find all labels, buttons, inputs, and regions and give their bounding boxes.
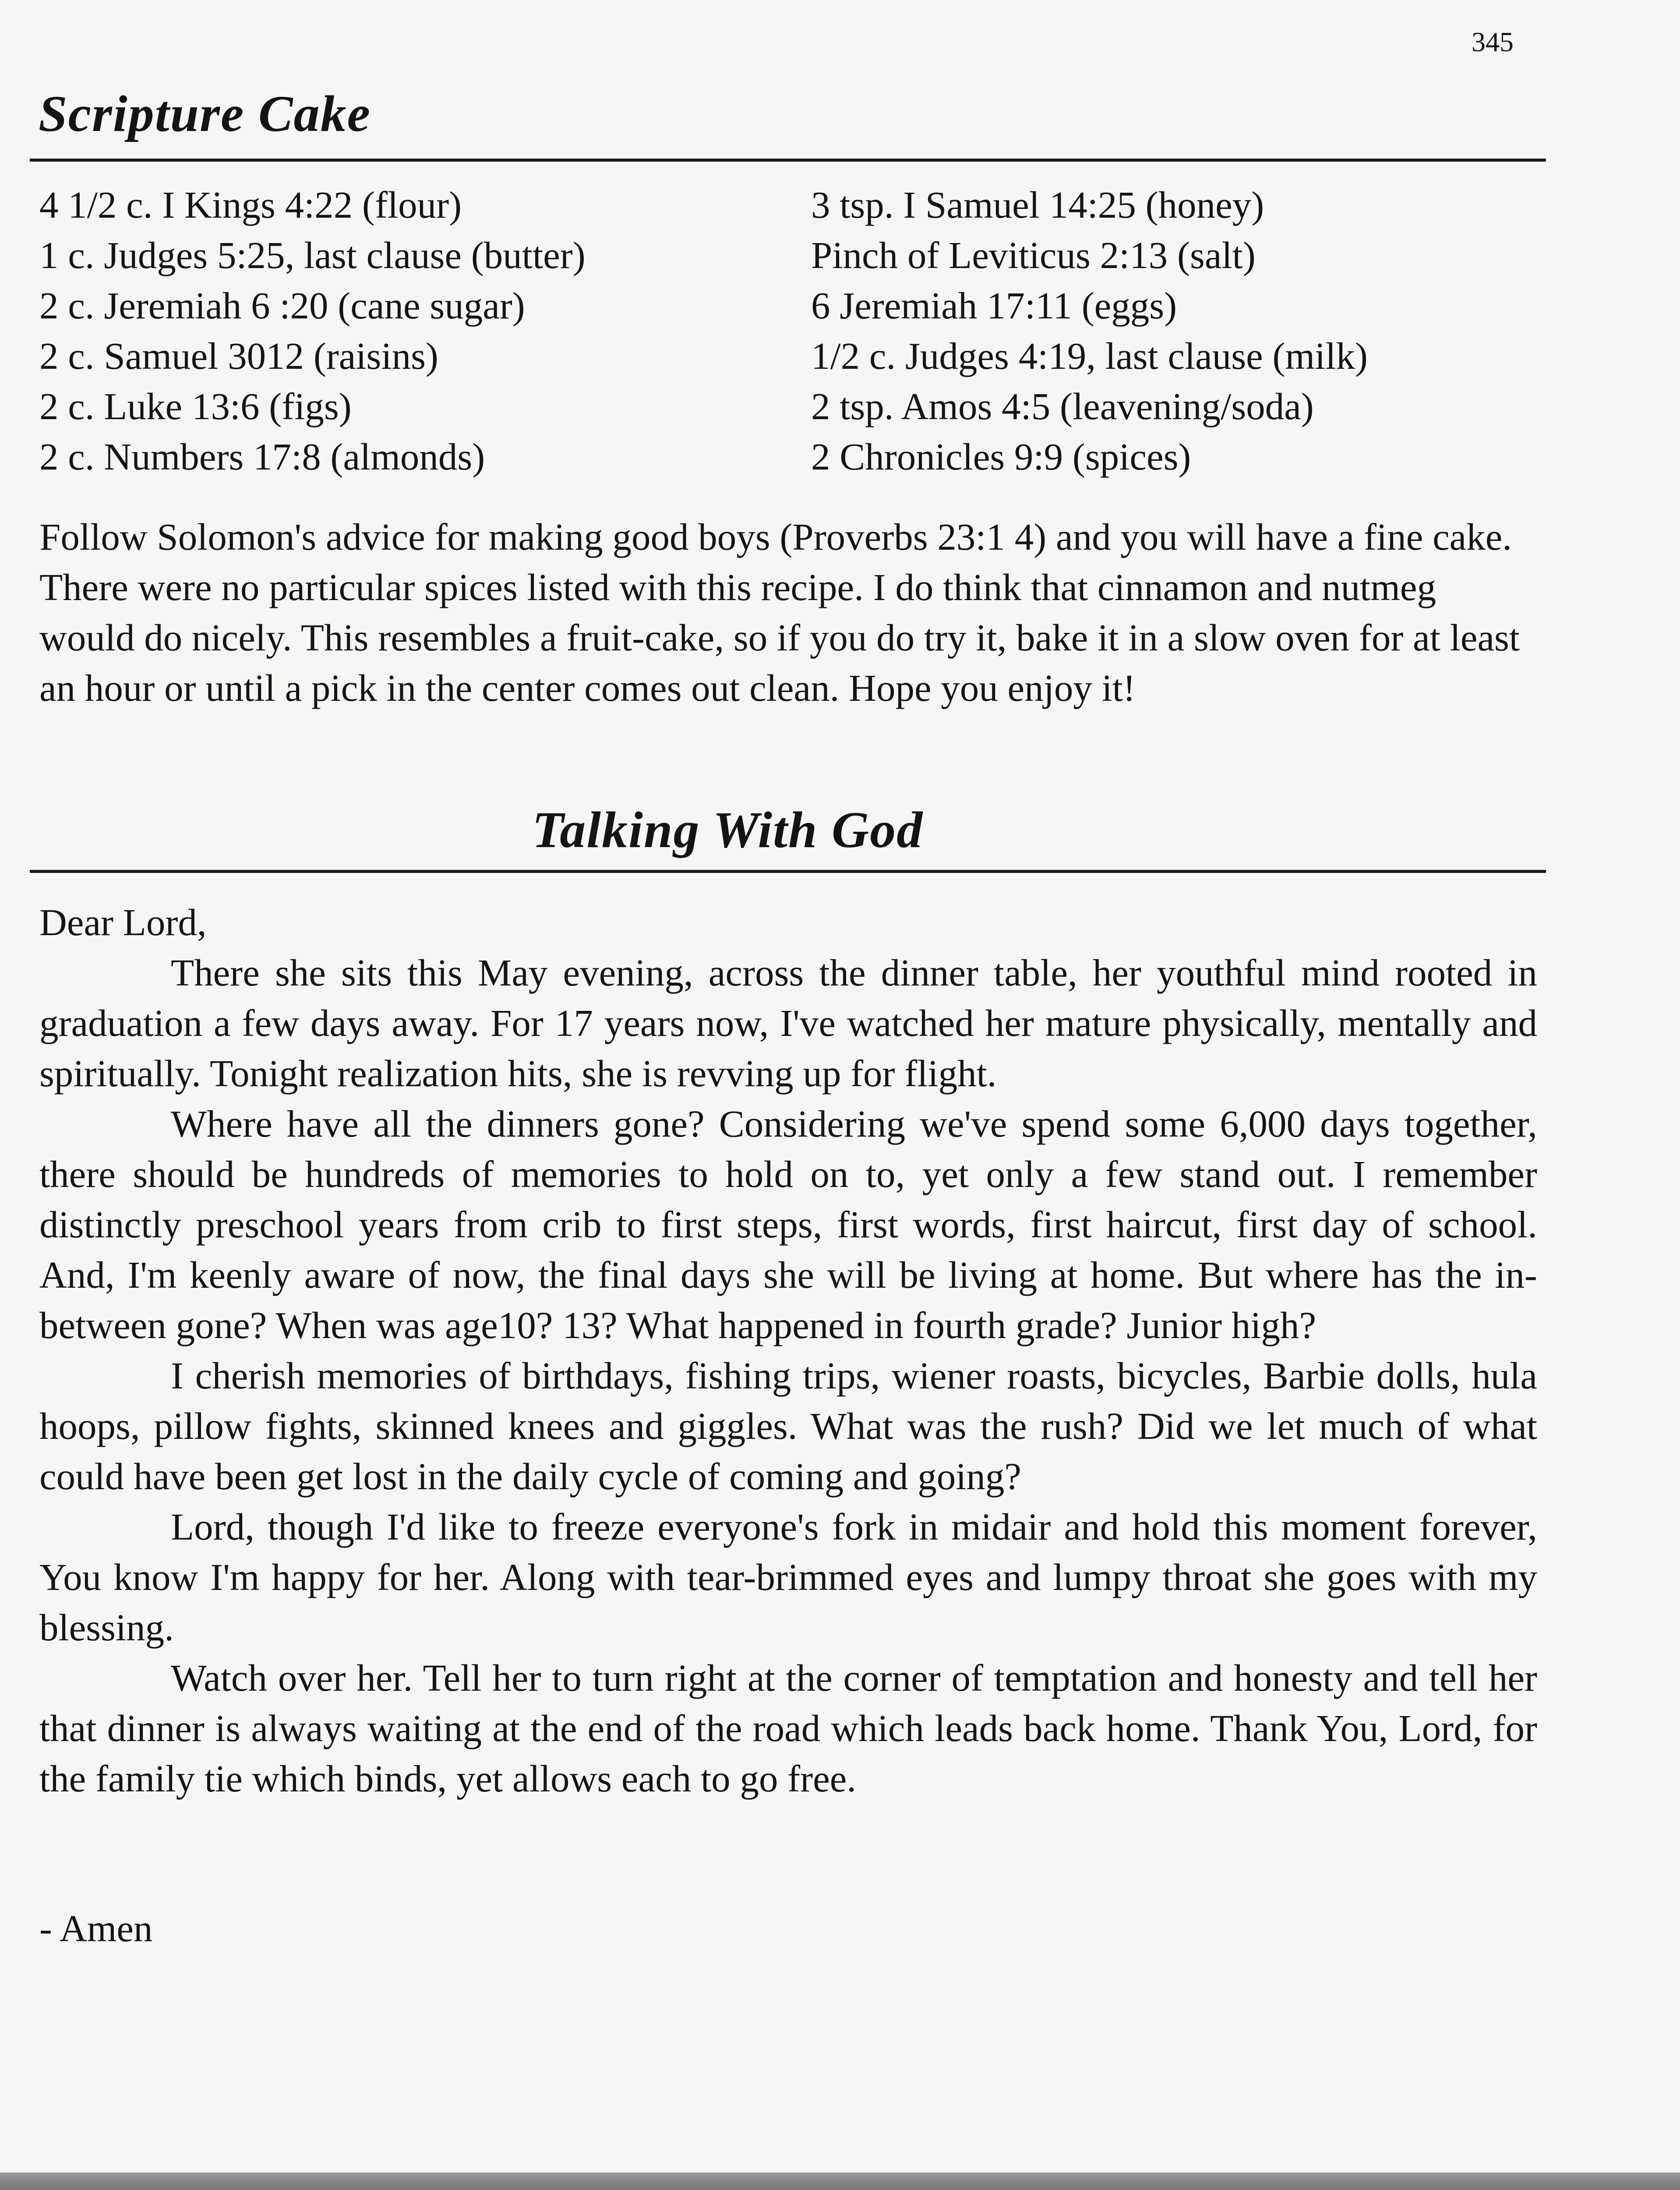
ingredient-item: 2 c. Samuel 3012 (raisins) [39,335,438,377]
section-divider [30,870,1546,873]
ingredient-item: 2 tsp. Amos 4:5 (leavening/soda) [811,385,1314,427]
ingredient-item: 3 tsp. I Samuel 14:25 (honey) [811,184,1264,226]
section-divider [30,159,1546,162]
letter-paragraph: There she sits this May evening, across the dinner table, her youthful mind rooted in graduation a few days away. For 17 years now, I've watched her mature physically, mentally and spiritually. Tonight realization hits, she is revving up for flight. [39,951,1537,1095]
ingredient-item: 2 c. Luke 13:6 (figs) [39,385,352,427]
ingredient-item: 1 c. Judges 5:25, last clause (butter) [39,234,586,276]
letter-paragraph: Where have all the dinners gone? Considering we've spend some 6,000 days together, there should be hundreds of memories to hold on to, yet only a few stand out. I remember distinctly preschool years from crib to first steps, first words, first haircut, first day of school. And, I'm keenly aware of now, the final days she will be living at home. But where has the in-between gone? When was age10? 13? What happened in fourth grade? Junior high? [39,1102,1537,1346]
ingredients-left-column [39,180,586,482]
ingredient-item: Pinch of Leviticus 2:13 (salt) [811,234,1256,276]
letter-salutation: Dear Lord, [39,901,207,943]
ingredient-item: 6 Jeremiah 17:11 (eggs) [811,284,1177,327]
letter-closing: - Amen [39,1907,153,1950]
letter-body [39,947,1537,1804]
scripture-cake-title: Scripture Cake [39,85,371,142]
ingredients-right-column [811,180,1368,482]
ingredient-item: 2 c. Numbers 17:8 (almonds) [39,435,485,478]
letter-paragraph: I cherish memories of birthdays, fishing trips, wiener roasts, bicycles, Barbie dolls, hula hoops, pillow fights, skinned knees and giggles. What was the rush? Did we let much of what could have been get lost in the daily cycle of coming and going? [39,1354,1537,1498]
page-bottom-edge [0,2172,1680,2190]
ingredient-item: 2 c. Jeremiah 6 :20 (cane sugar) [39,284,525,327]
ingredient-item: 4 1/2 c. I Kings 4:22 (flour) [39,184,462,226]
recipe-note: Follow Solomon's advice for making good boys (Proverbs 23:1 4) and you will have a fine cake. There were no particular spices listed with this recipe. I do think that cinnamon and nutmeg would do nicely. This resembles a fruit-cake, so if you do try it, bake it in a slow oven for at least an hour or until a pick in the center comes out clean. Hope you enjoy it! [39,516,1520,709]
letter-paragraph: Lord, though I'd like to freeze everyone's fork in midair and hold this moment forever, You know I'm happy for her. Along with tear-brimmed eyes and lumpy throat she goes with my blessing. [39,1505,1537,1649]
ingredient-item: 1/2 c. Judges 4:19, last clause (milk) [811,335,1368,377]
letter-paragraph: Watch over her. Tell her to turn right at the corner of temptation and honesty and tell her that dinner is always waiting at the end of the road which leads back home. Thank You, Lord, for the family tie which binds, yet allows each to go free. [39,1657,1537,1800]
page-number: 345 [1472,26,1514,57]
talking-with-god-title: Talking With God [532,801,924,858]
ingredient-item: 2 Chronicles 9:9 (spices) [811,435,1191,478]
